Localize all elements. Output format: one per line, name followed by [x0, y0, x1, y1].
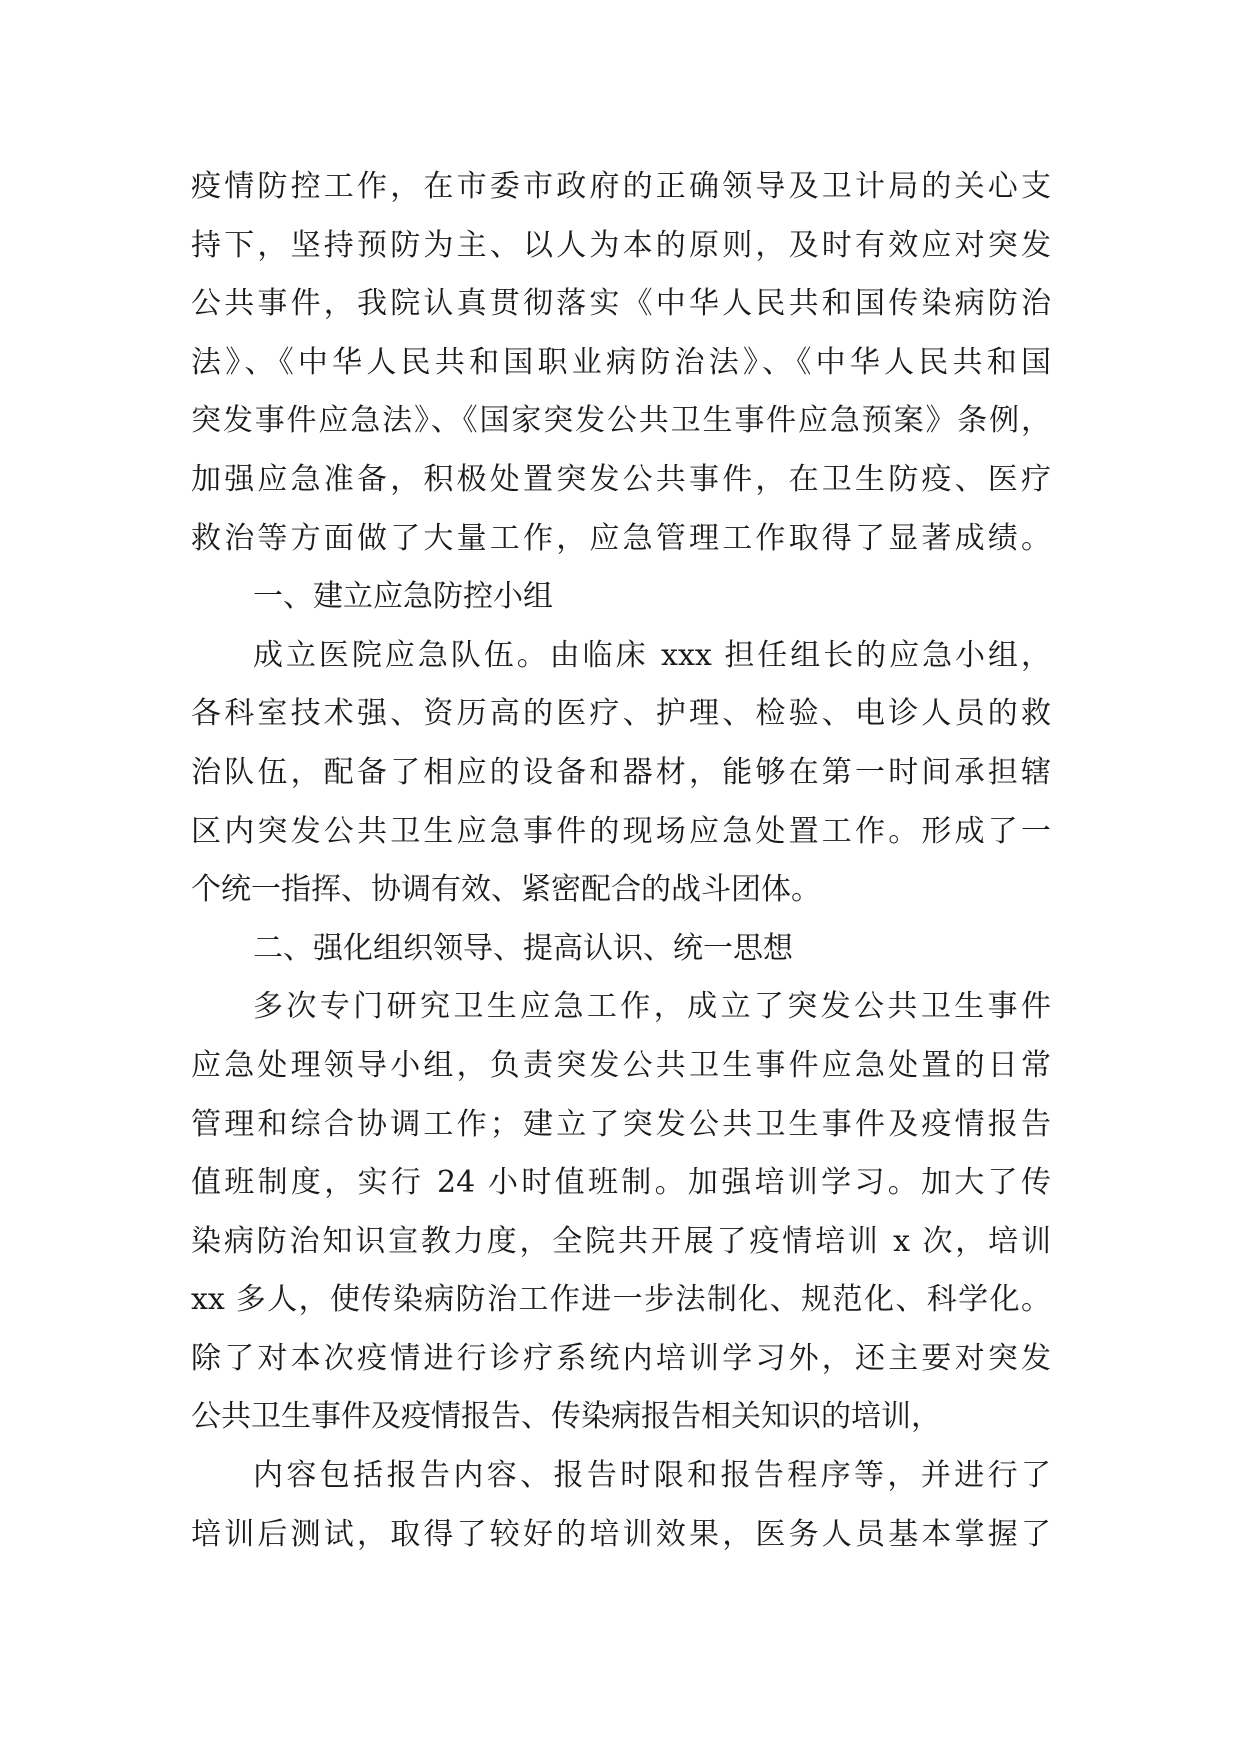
text-line: 突发事件应急法》、《国家突发公共卫生事件应急预案》条例，: [191, 403, 1051, 439]
text-line: 各科室技术强、资历高的医疗、护理、检验、电诊人员的救: [191, 696, 1051, 732]
text-line: 应急处理领导小组，负责突发公共卫生事件应急处置的日常: [191, 1047, 1051, 1083]
text-line: 救治等方面做了大量工作，应急管理工作取得了显著成绩。: [191, 520, 1051, 556]
text-line: xx 多人，使传染病防治工作进一步法制化、规范化、科学化。: [191, 1282, 1051, 1318]
text-line: 法》、《中华人民共和国职业病防治法》、《中华人民共和国: [191, 344, 1051, 380]
text-line: 多次专门研究卫生应急工作，成立了突发公共卫生事件: [253, 989, 1051, 1025]
text-line: 值班制度，实行 24 小时值班制。加强培训学习。加大了传: [191, 1165, 1051, 1201]
text-line: 管理和综合协调工作；建立了突发公共卫生事件及疫情报告: [191, 1106, 1051, 1142]
text-line: 染病防治知识宣教力度，全院共开展了疫情培训 x 次，培训: [191, 1223, 1051, 1259]
text-line: 治队伍，配备了相应的设备和器材，能够在第一时间承担辖: [191, 754, 1051, 790]
text-line: 公共事件，我院认真贯彻落实《中华人民共和国传染病防治: [191, 286, 1051, 322]
text-line: 培训后测试，取得了较好的培训效果，医务人员基本掌握了: [191, 1516, 1051, 1552]
text-line: 疫情防控工作，在市委市政府的正确领导及卫计局的关心支: [191, 169, 1051, 204]
text-line: 内容包括报告内容、报告时限和报告程序等，并进行了: [253, 1458, 1051, 1494]
text-line: 个统一指挥、协调有效、紧密配合的战斗团体。: [191, 872, 821, 908]
text-line: 二、强化组织领导、提高认识、统一思想: [253, 930, 793, 966]
body-text: [191, 158, 1051, 1564]
text-line: 加强应急准备，积极处置突发公共事件，在卫生防疫、医疗: [191, 461, 1051, 497]
text-line: 除了对本次疫情进行诊疗系统内培训学习外，还主要对突发: [191, 1340, 1051, 1376]
text-line: 一、建立应急防控小组: [253, 579, 553, 615]
text-line: 公共卫生事件及疫情报告、传染病报告相关知识的培训，: [191, 1399, 941, 1435]
text-line: 持下，坚持预防为主、以人为本的原则，及时有效应对突发: [191, 227, 1051, 263]
text-line: 区内突发公共卫生应急事件的现场应急处置工作。形成了一: [191, 813, 1051, 849]
text-line: 成立医院应急队伍。由临床 xxx 担任组长的应急小组，: [253, 637, 1051, 673]
